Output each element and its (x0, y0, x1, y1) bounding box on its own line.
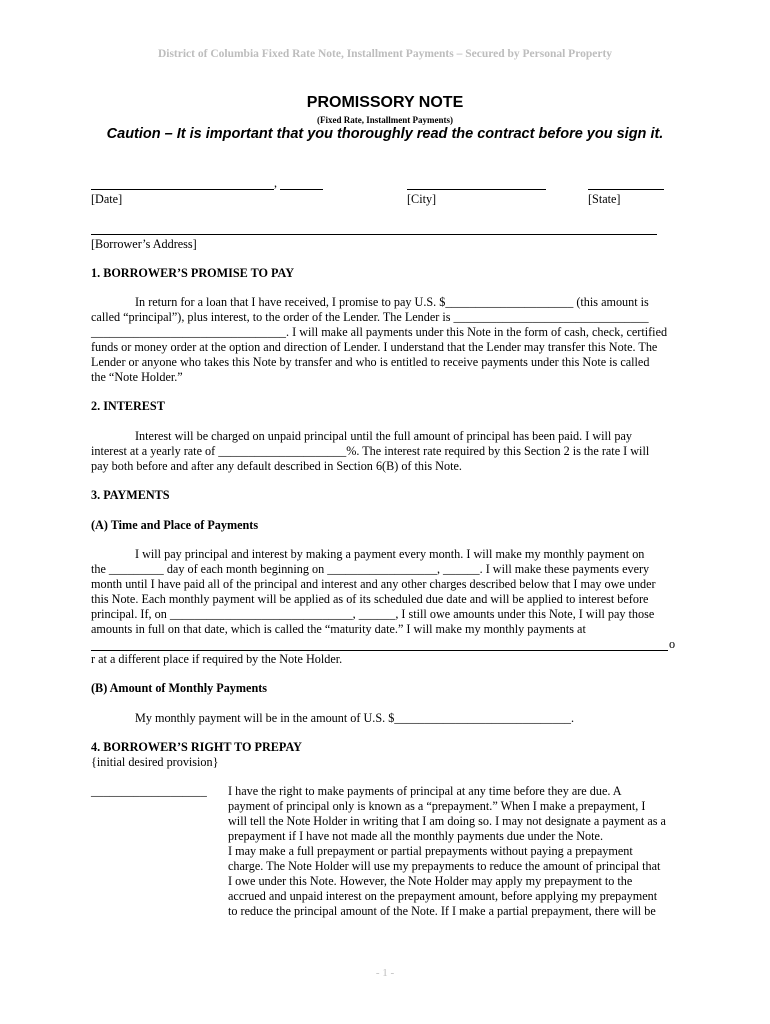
date-comma: , (274, 176, 278, 190)
section-3a-heading: (A) Time and Place of Payments (91, 518, 259, 532)
section-1-line-5: Lender or anyone who takes this Note by transfer and who is entitled to receive payments under this Note is called (91, 355, 650, 369)
date-label: [Date] (91, 192, 123, 206)
section-2-line-1: Interest will be charged on unpaid principal until the full amount of principal has been paid. I will pay (135, 429, 632, 443)
section-3-heading: 3. PAYMENTS (91, 488, 170, 502)
section-4-subheading: {initial desired provision} (91, 755, 219, 769)
prepay-initial-blank[interactable]: ___________________ (91, 784, 207, 798)
section-4-para-line-1: I have the right to make payments of principal at any time before they are due. A (228, 784, 622, 798)
document-subtitle: (Fixed Rate, Installment Payments) (317, 115, 453, 125)
section-2-heading: 2. INTEREST (91, 399, 165, 413)
section-4-para-line-3: will tell the Note Holder in writing that I am doing so. I may not designate a payment as a (228, 814, 666, 828)
section-1-heading: 1. BORROWER’S PROMISE TO PAY (91, 266, 295, 280)
section-1-line-6: the “Note Holder.” (91, 370, 183, 384)
state-label: [State] (588, 192, 621, 206)
section-3a-line-5: principal. If, on ______________________________, ______, I still owe amounts under this Note, I will pay those (91, 607, 655, 621)
section-3b-line-1: My monthly payment will be in the amount of U.S. $_____________________________. (135, 711, 575, 725)
section-3a-line-7-end: o (669, 637, 676, 651)
section-3a-line-2: the _________ day of each month beginning on __________________, ______. I will make these payments every (91, 562, 650, 576)
page-number: - 1 - (375, 967, 395, 979)
date-blank[interactable] (91, 189, 274, 190)
document-title: PROMISSORY NOTE (306, 94, 464, 111)
state-blank[interactable] (588, 189, 664, 190)
section-3a-line-3: month until I have paid all of the principal and interest and any other charges described below that I may owe under (91, 577, 656, 591)
section-3a-line-4: this Note. Each monthly payment will be applied as of its scheduled due date and will be applied to interest before (91, 592, 649, 606)
section-4-para-line-8: accrued and unpaid interest on the prepayment amount, before applying my prepayment (228, 889, 658, 903)
section-4-para-line-6: charge. The Note Holder will use my prepayments to reduce the amount of principal that (228, 859, 661, 873)
year-blank[interactable] (280, 189, 323, 190)
section-3a-line-1: I will pay principal and interest by making a payment every month. I will make my monthly payment on (135, 547, 645, 561)
borrower-address-blank[interactable] (91, 234, 657, 235)
section-2-line-3: pay both before and after any default described in Section 6(B) of this Note. (91, 459, 462, 473)
section-1-line-1: In return for a loan that I have received, I promise to pay U.S. $_____________________ (this amount is (135, 295, 649, 309)
section-3a-line-6: amounts in full on that date, which is called the “maturity date.” I will make my monthly payments at (91, 622, 586, 636)
city-label: [City] (407, 192, 437, 206)
section-1-line-4: funds or money order at the option and direction of Lender. I understand that the Lender may transfer this Note. The (91, 340, 658, 354)
city-blank[interactable] (407, 189, 546, 190)
section-4-para-line-4: prepayment if I have not made all the monthly payments due under the Note. (228, 829, 603, 843)
section-4-para-line-2: payment of principal only is known as a “prepayment.” When I make a prepayment, I (228, 799, 646, 813)
caution-notice: Caution – It is important that you thoroughly read the contract before you sign it. (106, 126, 664, 142)
section-4-heading: 4. BORROWER’S RIGHT TO PREPAY (91, 740, 302, 754)
section-4-para-line-7: I owe under this Note. However, the Note Holder may apply my prepayment to the (228, 874, 633, 888)
borrower-address-label: [Borrower’s Address] (91, 237, 197, 251)
section-4-para-line-9: to reduce the principal amount of the Note. If I make a partial prepayment, there will be (228, 904, 656, 918)
section-4-para-line-5: I may make a full prepayment or partial prepayments without paying a prepayment (228, 844, 633, 858)
section-2-line-2: interest at a yearly rate of _____________________%. The interest rate required by this Section 2 is the rate I will (91, 444, 650, 458)
section-1-line-3: ________________________________. I will make all payments under this Note in the form of cash, check, certified (91, 325, 668, 339)
payment-place-blank[interactable] (91, 650, 668, 651)
section-3b-heading: (B) Amount of Monthly Payments (91, 681, 268, 695)
section-1-line-2: called “principal”), plus interest, to the order of the Lender. The Lender is ________________________________ (91, 310, 649, 324)
running-header: District of Columbia Fixed Rate Note, Installment Payments – Secured by Personal Property (157, 48, 613, 60)
section-3a-line-8: r at a different place if required by the Note Holder. (91, 652, 343, 666)
